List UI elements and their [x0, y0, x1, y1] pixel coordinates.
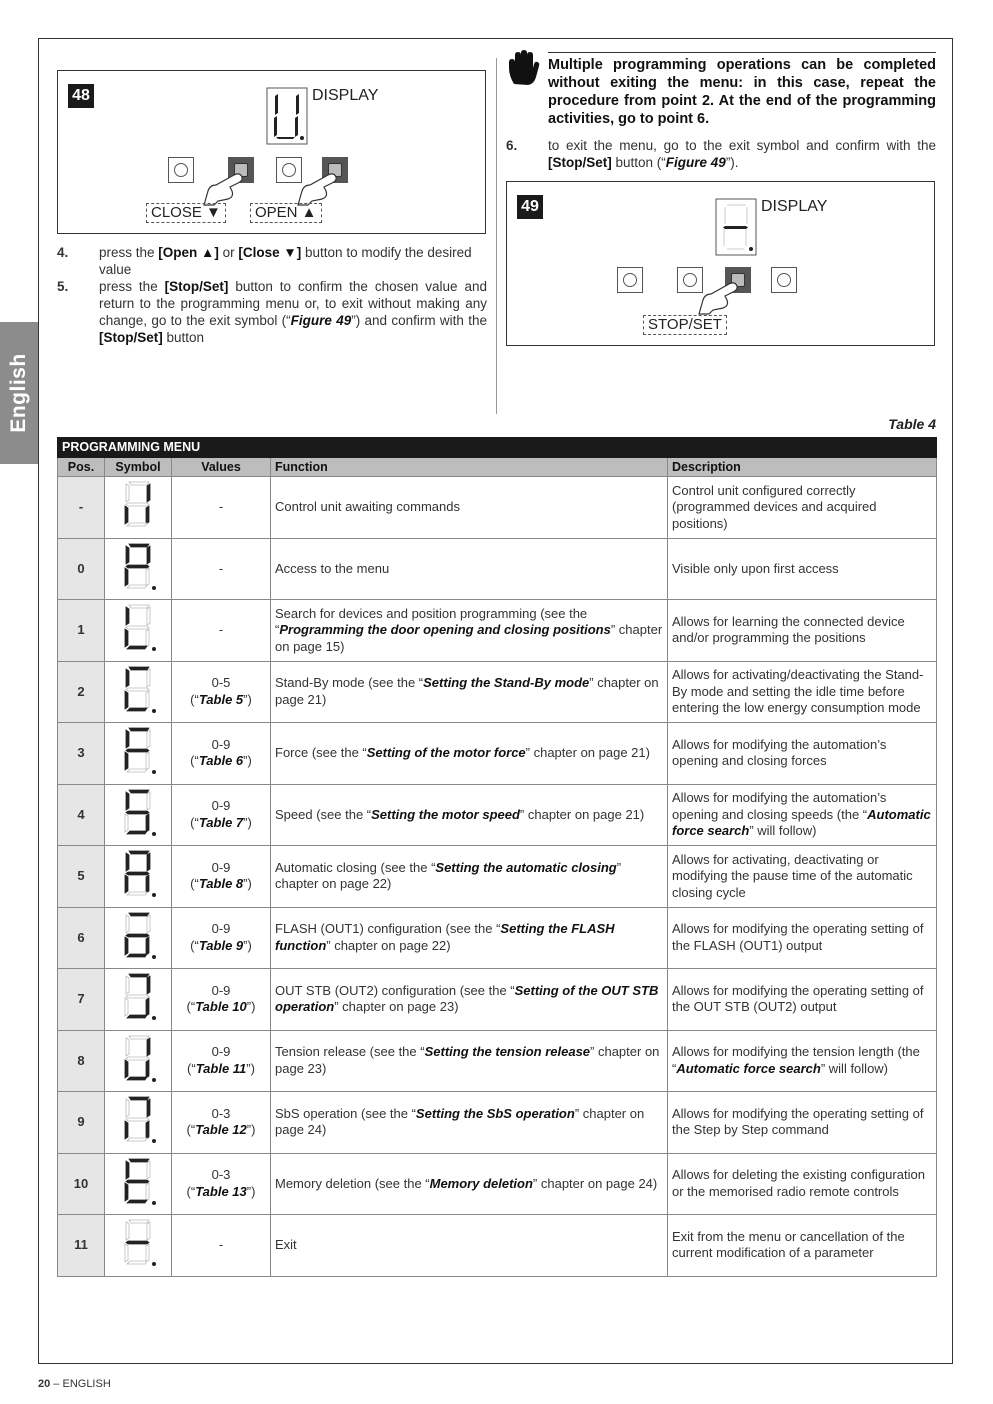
step-text: button to modify the desired value	[99, 245, 472, 277]
function-cell	[271, 907, 668, 969]
description-text: Allows for modifying the operating setting of the FLASH (OUT1) output	[672, 921, 924, 953]
symbol-cell	[105, 1092, 172, 1154]
values-range: 0-3	[211, 1105, 231, 1121]
function-text: Search for devices and position programming (see the “	[275, 605, 588, 637]
values-range: -	[218, 560, 224, 576]
step-text: press the	[99, 279, 165, 294]
function-cell	[271, 1030, 668, 1092]
values-range: 0-9	[211, 982, 231, 998]
function-text: Control unit awaiting commands	[275, 499, 460, 514]
values-range: 0-9	[211, 859, 231, 875]
step-4	[57, 244, 487, 278]
figure-49	[506, 181, 935, 346]
table-row	[58, 538, 937, 600]
seven-segment-symbol-icon	[116, 581, 160, 596]
description-cell	[668, 661, 937, 723]
table-ref: Table 8	[198, 876, 244, 892]
display-label: DISPLAY	[761, 198, 828, 215]
function-text: SbS operation (see the “	[275, 1105, 416, 1121]
description-cell	[668, 907, 937, 969]
function-tail: ” chapter on page 21)	[525, 745, 650, 760]
function-cell	[271, 661, 668, 723]
function-text: Force (see the “	[275, 745, 367, 760]
stopset-key: [Stop/Set]	[548, 155, 612, 170]
chapter-ref: Memory deletion	[429, 1175, 533, 1191]
function-text: Automatic closing (see the “	[275, 859, 436, 875]
seven-segment-symbol-icon	[116, 1073, 160, 1088]
seven-segment-symbol-icon	[116, 888, 160, 903]
description-text: Allows for modifying the tension length (the “	[672, 1044, 920, 1076]
description-cell	[668, 538, 937, 600]
seven-segment-display	[715, 198, 757, 256]
function-text: Speed (see the “	[275, 806, 372, 822]
table-ref: Table 12	[195, 1122, 247, 1138]
chapter-ref: Setting of the OUT STB operation	[275, 982, 659, 1015]
description-text: Visible only upon first access	[672, 560, 839, 576]
figure-number: 48	[68, 84, 94, 108]
programming-menu-table	[57, 437, 937, 1277]
figure-ref: Figure 49	[665, 155, 726, 170]
symbol-cell	[105, 969, 172, 1031]
step-text: press the	[99, 245, 159, 260]
values-cell: 0-9 (“Table 9”)	[172, 907, 271, 969]
pos-cell: 2	[58, 661, 105, 723]
values-cell: 0-3 (“Table 13”)	[172, 1153, 271, 1215]
open-key: [Open ▲]	[158, 245, 219, 260]
values-range: 0-9	[211, 1044, 231, 1060]
function-tail: ” chapter on page 21)	[275, 675, 659, 707]
values-range: -	[218, 622, 224, 637]
symbol-cell	[105, 661, 172, 723]
description-cell	[668, 1030, 937, 1092]
symbol-cell	[105, 1030, 172, 1092]
seven-segment-symbol-icon	[116, 642, 160, 657]
description-text: Allows for activating, deactivating or modifying the pause time of the automatic closing cycle	[672, 851, 913, 900]
description-cell	[668, 784, 937, 846]
step-text: button	[162, 330, 205, 345]
pos-cell: 5	[58, 846, 105, 908]
programming-note: Multiple programming operations can be completed without exiting the menu: in this case, repeat the procedure from point 2. At the end of the programming activities, go to point 6.	[548, 52, 936, 128]
function-tail: ” chapter on page 22)	[275, 859, 622, 892]
description-text: Allows for deleting the existing configuration or the memorised radio remote controls	[672, 1167, 925, 1199]
figure-48	[57, 70, 486, 234]
figure-number: 49	[517, 195, 543, 219]
function-tail: ” chapter on page 23)	[275, 1044, 660, 1076]
values-range: 0-5	[211, 675, 231, 691]
page-footer	[38, 1378, 111, 1390]
function-cell	[271, 1215, 668, 1277]
values-cell	[172, 1215, 271, 1277]
values-cell	[172, 538, 271, 600]
function-cell	[271, 477, 668, 539]
values-range: 0-9	[211, 921, 231, 937]
description-text: Control unit configured correctly (programmed devices and acquired positions)	[672, 482, 877, 531]
function-text: Access to the menu	[275, 560, 390, 576]
chapter-ref: Setting of the motor force	[366, 745, 526, 760]
pos-cell: 4	[58, 784, 105, 846]
chapter-ref: Setting the automatic closing	[435, 859, 617, 875]
values-range: 0-9	[211, 736, 231, 752]
step-5	[57, 278, 487, 346]
description-text: Allows for modifying the automation’s opening and closing speeds (the “	[672, 790, 887, 822]
table-row	[58, 784, 937, 846]
description-tail: ” will follow)	[749, 823, 817, 838]
values-range: 0-3	[211, 1167, 231, 1183]
figure-ref: Figure 49	[290, 313, 352, 328]
function-text: Tension release (see the “	[275, 1044, 425, 1060]
seven-segment-symbol-icon	[116, 1011, 160, 1026]
open-label: OPEN ▲	[250, 203, 322, 223]
table-ref: Table 5	[198, 691, 244, 707]
values-range: 0-9	[211, 798, 231, 814]
seven-segment-symbol-icon	[116, 765, 160, 780]
table-row	[58, 1153, 937, 1215]
step-text: button to confirm the chosen value and return to the programming menu or, to exit without making any change, go to the exit symbol (“	[99, 279, 488, 328]
description-cell	[668, 1153, 937, 1215]
function-tail: ” chapter on page 23)	[334, 999, 459, 1015]
function-tail: ” chapter on page 22)	[326, 937, 451, 953]
table-ref: Table 10	[195, 999, 247, 1015]
values-range: -	[218, 499, 224, 514]
symbol-cell	[105, 1153, 172, 1215]
header-symbol: Symbol	[105, 457, 172, 477]
description-ref: Automatic force search	[676, 1060, 821, 1076]
column-divider	[496, 58, 497, 414]
symbol-cell	[105, 784, 172, 846]
function-tail: ” chapter on page 21)	[519, 806, 645, 822]
function-text: FLASH (OUT1) configuration (see the “	[275, 921, 501, 937]
chapter-ref: Setting the Stand-By mode	[423, 675, 590, 691]
symbol-cell	[105, 846, 172, 908]
chapter-ref: Setting the motor speed	[371, 806, 520, 822]
table-ref: Table 6	[198, 753, 244, 769]
step-6-block	[506, 137, 936, 171]
header-description: Description	[668, 457, 937, 477]
values-cell: 0-9 (“Table 6”)	[172, 723, 271, 785]
side-tab-label: English	[7, 353, 30, 433]
seven-segment-symbol-icon	[116, 519, 160, 534]
table-ref: Table 11	[195, 1060, 247, 1076]
display-label: DISPLAY	[312, 87, 379, 104]
table-ref: Table 9	[198, 937, 244, 953]
function-tail: ” chapter on page 24)	[532, 1175, 658, 1191]
table-row	[58, 723, 937, 785]
description-text: Allows for activating/deactivating the Stand-By mode and setting the idle time before entering the low energy consumption mode	[672, 667, 924, 715]
seven-segment-symbol-icon	[116, 1257, 160, 1272]
function-cell	[271, 600, 668, 662]
chapter-ref: Setting the SbS operation	[415, 1105, 575, 1121]
description-tail: ” will follow)	[820, 1060, 889, 1076]
table-row	[58, 1092, 937, 1154]
description-cell	[668, 969, 937, 1031]
values-cell: 0-9 (“Table 11”)	[172, 1030, 271, 1092]
function-tail: ” chapter on page 24)	[275, 1105, 645, 1138]
function-cell	[271, 846, 668, 908]
header-pos: Pos.	[58, 457, 105, 477]
symbol-cell	[105, 907, 172, 969]
finger-pointer-icon	[695, 276, 751, 316]
table-ref: Table 7	[198, 814, 244, 830]
button-1[interactable]	[617, 267, 643, 293]
description-text: Exit from the menu or cancellation of the current modification of a parameter	[672, 1228, 905, 1261]
button-1[interactable]	[168, 157, 194, 183]
values-cell: 0-3 (“Table 12”)	[172, 1092, 271, 1154]
function-cell	[271, 784, 668, 846]
symbol-cell	[105, 600, 172, 662]
symbol-cell	[105, 477, 172, 539]
pos-cell: 7	[58, 969, 105, 1031]
pos-cell: 1	[58, 600, 105, 662]
step-text: ”) and confirm with the	[351, 313, 487, 328]
finger-pointer-icon	[200, 167, 256, 207]
chapter-ref: Setting the tension release	[424, 1044, 591, 1060]
function-text: Stand-By mode (see the “	[275, 675, 424, 691]
pos-cell: 9	[58, 1092, 105, 1154]
step-text: or	[218, 245, 239, 260]
pos-cell: 8	[58, 1030, 105, 1092]
stopset-label: STOP/SET	[643, 315, 727, 335]
description-text: Allows for modifying the operating setting of the OUT STB (OUT2) output	[672, 982, 924, 1015]
seven-segment-symbol-icon	[116, 1134, 160, 1149]
description-cell	[668, 1092, 937, 1154]
function-text: Memory deletion (see the “	[275, 1175, 430, 1191]
step-number: 6.	[506, 138, 518, 153]
symbol-cell	[105, 538, 172, 600]
values-cell: 0-5 (“Table 5”)	[172, 661, 271, 723]
pos-cell: -	[58, 477, 105, 539]
function-cell	[271, 723, 668, 785]
step-number: 4.	[57, 245, 69, 260]
table-row	[58, 907, 937, 969]
values-cell: 0-9 (“Table 10”)	[172, 969, 271, 1031]
pos-cell: 0	[58, 538, 105, 600]
description-text: Allows for modifying the operating setting of the Step by Step command	[672, 1105, 924, 1138]
table-row	[58, 969, 937, 1031]
description-ref: Automatic force search	[672, 806, 931, 838]
step-number: 5.	[57, 279, 69, 294]
stopset-key: [Stop/Set]	[99, 330, 163, 345]
page-number: 20	[38, 1378, 51, 1390]
chapter-ref: Setting the FLASH function	[275, 921, 615, 953]
table-row	[58, 477, 937, 539]
description-text: Allows for learning the connected device and/or programming the positions	[672, 613, 905, 646]
finger-pointer-icon	[294, 167, 350, 207]
description-cell	[668, 600, 937, 662]
function-cell	[271, 1092, 668, 1154]
seven-segment-symbol-icon	[116, 1196, 160, 1211]
seven-segment-symbol-icon	[116, 704, 160, 719]
function-cell	[271, 538, 668, 600]
symbol-cell	[105, 1215, 172, 1277]
function-text: OUT STB (OUT2) configuration (see the “	[275, 982, 515, 998]
symbol-cell	[105, 723, 172, 785]
table-caption: Table 4	[888, 416, 936, 432]
table-title-row	[58, 438, 937, 458]
table-header-row	[58, 457, 937, 477]
values-cell: 0-9 (“Table 8”)	[172, 846, 271, 908]
function-cell	[271, 1153, 668, 1215]
pos-cell: 6	[58, 907, 105, 969]
header-values: Values	[172, 457, 271, 477]
table-row	[58, 661, 937, 723]
table-title: PROGRAMMING MENU	[58, 438, 937, 458]
steps-left	[57, 244, 487, 346]
button-4[interactable]	[771, 267, 797, 293]
pos-cell: 10	[58, 1153, 105, 1215]
values-range: -	[218, 1237, 224, 1252]
seven-segment-symbol-icon	[116, 827, 160, 842]
step-text: ”).	[725, 155, 739, 170]
step-text: button (“	[611, 155, 666, 170]
footer-text: – ENGLISH	[50, 1378, 111, 1390]
description-cell	[668, 723, 937, 785]
values-cell	[172, 600, 271, 662]
values-cell: 0-9 (“Table 7”)	[172, 784, 271, 846]
seven-segment-display	[266, 87, 308, 145]
close-label: CLOSE ▼	[146, 203, 226, 223]
close-key: [Close ▼]	[238, 245, 302, 260]
pos-cell: 3	[58, 723, 105, 785]
description-cell	[668, 1215, 937, 1277]
table-row	[58, 600, 937, 662]
language-side-tab	[0, 322, 38, 464]
hand-stop-icon	[506, 50, 540, 86]
function-text: Exit	[275, 1237, 297, 1252]
values-cell	[172, 477, 271, 539]
description-cell	[668, 846, 937, 908]
chapter-ref: Programming the door opening and closing positions	[279, 622, 611, 637]
function-cell	[271, 969, 668, 1031]
table-row	[58, 846, 937, 908]
table-row	[58, 1030, 937, 1092]
description-text: Allows for modifying the automation’s opening and closing forces	[672, 736, 887, 769]
step-6	[506, 137, 936, 171]
description-cell	[668, 477, 937, 539]
function-tail: ” chapter on page 15)	[275, 622, 663, 654]
header-function: Function	[271, 457, 668, 477]
seven-segment-symbol-icon	[116, 950, 160, 965]
stopset-key: [Stop/Set]	[164, 279, 229, 294]
table-row	[58, 1215, 937, 1277]
step-text: to exit the menu, go to the exit symbol and confirm with the	[548, 138, 936, 153]
table-ref: Table 13	[195, 1183, 247, 1199]
pos-cell: 11	[58, 1215, 105, 1277]
